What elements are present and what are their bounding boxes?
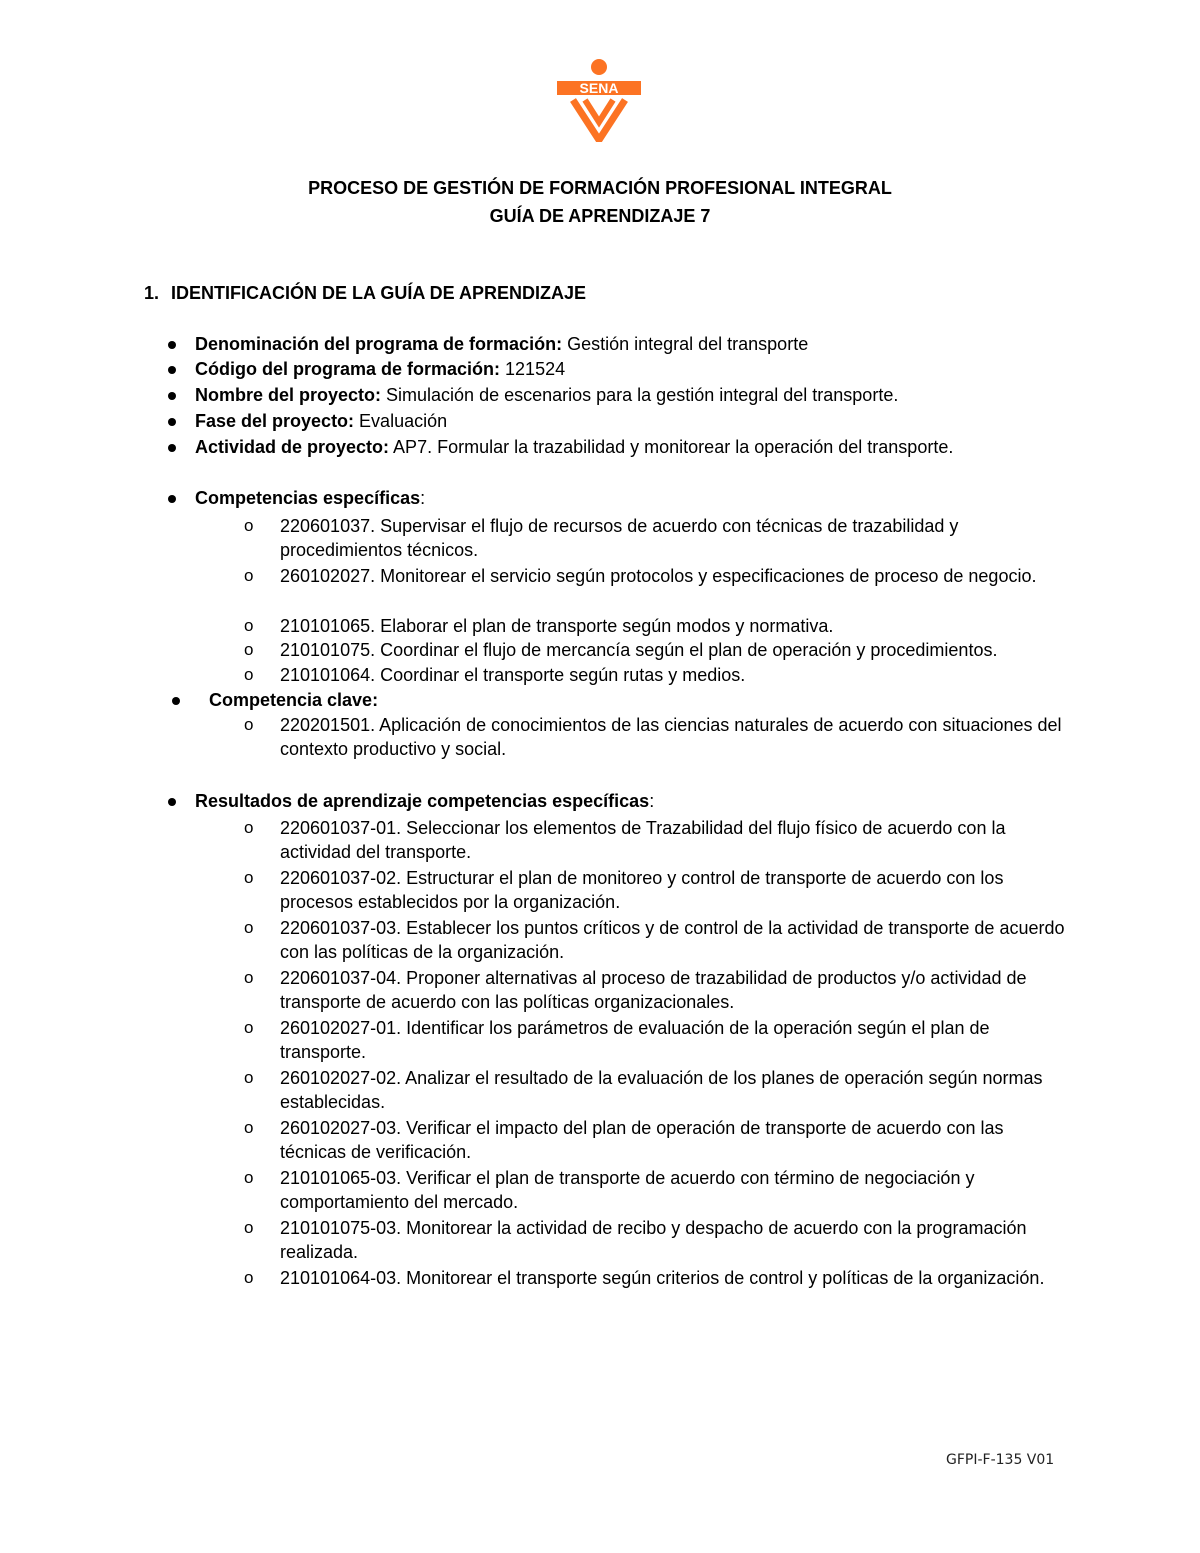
- field-label: Nombre del proyecto:: [195, 385, 382, 405]
- bullet-dot: [168, 392, 176, 400]
- bullet-dot: [168, 341, 176, 349]
- bullet-dot: [168, 366, 176, 374]
- item-text: 220201501. Aplicación de conocimientos de las ciencias naturales de acuerdo con situaciones del contexto productivo y social.: [280, 715, 1062, 759]
- sub-bullet-marker: o: [244, 1218, 254, 1237]
- sub-bullet-marker: o: [244, 566, 254, 585]
- item-text: 210101075-03. Monitorear la actividad de recibo y despacho de acuerdo con la programación realizada.: [280, 1218, 1027, 1262]
- resultado-item: [244, 816, 1070, 864]
- resultado-item: [244, 966, 1070, 1014]
- sub-bullet-marker: o: [244, 1068, 254, 1087]
- resultado-item: [244, 1116, 1070, 1164]
- field-value: Simulación de escenarios para la gestión integral del transporte.: [381, 385, 899, 405]
- competencia-especifica-item: [244, 638, 1070, 662]
- item-text: 210101065. Elaborar el plan de transporte según modos y normativa.: [280, 616, 834, 636]
- competencia-clave-item: [244, 713, 1070, 761]
- sub-bullet-marker: o: [244, 616, 254, 635]
- sub-bullet-marker: o: [244, 1118, 254, 1137]
- section-title: IDENTIFICACIÓN DE LA GUÍA DE APRENDIZAJE: [171, 283, 587, 303]
- heading-label: Resultados de aprendizaje competencias específicas: [195, 791, 650, 811]
- competencia-especifica-item: [244, 614, 1070, 638]
- bullet-dot: [168, 418, 176, 426]
- resultado-item: [244, 1166, 1070, 1214]
- bullet-dot: [172, 697, 180, 705]
- resultado-item: [244, 866, 1070, 914]
- sena-logo-text: SENA: [579, 80, 619, 96]
- title-line-2: GUÍA DE APRENDIZAJE 7: [489, 206, 711, 226]
- field-fase: [195, 409, 447, 433]
- field-actividad: [195, 435, 953, 459]
- sub-bullet-marker: o: [244, 968, 254, 987]
- sub-bullet-marker: o: [244, 918, 254, 937]
- item-text: 210101064-03. Monitorear el transporte según criterios de control y políticas de la organización.: [280, 1268, 1045, 1288]
- bullet-dot: [168, 495, 176, 503]
- resultado-item: [244, 1216, 1070, 1264]
- field-value: Gestión integral del transporte: [562, 334, 809, 354]
- heading-suffix: :: [420, 488, 426, 508]
- competencia-especifica-item: [244, 514, 1070, 562]
- sub-bullet-marker: o: [244, 1018, 254, 1037]
- resultados-heading: [195, 789, 654, 813]
- item-text: 210101075. Coordinar el flujo de mercancía según el plan de operación y procedimientos.: [280, 640, 998, 660]
- item-text: 260102027. Monitorear el servicio según protocolos y especificaciones de proceso de negocio.: [280, 566, 1037, 586]
- competencia-especifica-item: [244, 663, 1070, 687]
- sub-bullet-marker: o: [244, 818, 254, 837]
- field-codigo: [195, 357, 565, 381]
- item-text: 260102027-03. Verificar el impacto del plan de operación de transporte de acuerdo con las técnicas de verificación.: [280, 1118, 1004, 1162]
- sena-logo: [553, 58, 645, 142]
- bullet-dot: [168, 444, 176, 452]
- item-text: 220601037-03. Establecer los puntos críticos y de control de la actividad de transporte de acuerdo con las políticas de la organización.: [280, 918, 1065, 962]
- item-text: 210101064. Coordinar el transporte según rutas y medios.: [280, 665, 746, 685]
- heading-label: Competencia clave:: [209, 690, 379, 710]
- sub-bullet-marker: o: [244, 516, 254, 535]
- item-text: 220601037. Supervisar el flujo de recursos de acuerdo con técnicas de trazabilidad y procedimientos técnicos.: [280, 516, 959, 560]
- field-value: AP7. Formular la trazabilidad y monitorear la operación del transporte.: [389, 437, 954, 457]
- competencias-especificas-heading: [195, 486, 425, 510]
- field-programa: [195, 332, 808, 356]
- item-text: 260102027-01. Identificar los parámetros de evaluación de la operación según el plan de transporte.: [280, 1018, 990, 1062]
- resultado-item: [244, 1066, 1070, 1114]
- field-label: Denominación del programa de formación:: [195, 334, 563, 354]
- sub-bullet-marker: o: [244, 640, 254, 659]
- competencia-clave-heading: [209, 688, 378, 712]
- field-proyecto: [195, 383, 898, 407]
- title-line-1: PROCESO DE GESTIÓN DE FORMACIÓN PROFESIONAL INTEGRAL: [308, 178, 892, 198]
- sub-bullet-marker: o: [244, 715, 254, 734]
- item-text: 210101065-03. Verificar el plan de transporte de acuerdo con término de negociación y comportamiento del mercado.: [280, 1168, 975, 1212]
- heading-suffix: :: [649, 791, 655, 811]
- sub-bullet-marker: o: [244, 665, 254, 684]
- footer-code: GFPI-F-135 V01: [946, 1452, 1055, 1468]
- field-label: Fase del proyecto:: [195, 411, 355, 431]
- item-text: 260102027-02. Analizar el resultado de la evaluación de los planes de operación según normas establecidas.: [280, 1068, 1043, 1112]
- resultado-item: [244, 916, 1070, 964]
- section-number: 1.: [144, 283, 160, 303]
- sub-bullet-marker: o: [244, 1268, 254, 1287]
- resultado-item: [244, 1266, 1070, 1290]
- section-heading: [144, 281, 586, 305]
- field-value: 121524: [500, 359, 566, 379]
- document-title: [0, 174, 1200, 230]
- item-text: 220601037-02. Estructurar el plan de monitoreo y control de transporte de acuerdo con los procesos establecidos por la organización.: [280, 868, 1004, 912]
- item-text: 220601037-04. Proponer alternativas al proceso de trazabilidad de productos y/o actividad de transporte de acuerdo con las políticas organizacionales.: [280, 968, 1027, 1012]
- item-text: 220601037-01. Seleccionar los elementos de Trazabilidad del flujo físico de acuerdo con la actividad del transporte.: [280, 818, 1006, 862]
- resultado-item: [244, 1016, 1070, 1064]
- field-label: Código del programa de formación:: [195, 359, 501, 379]
- field-value: Evaluación: [354, 411, 448, 431]
- field-label: Actividad de proyecto:: [195, 437, 390, 457]
- sub-bullet-marker: o: [244, 868, 254, 887]
- competencia-especifica-item: [244, 564, 1070, 588]
- sub-bullet-marker: o: [244, 1168, 254, 1187]
- bullet-dot: [168, 798, 176, 806]
- heading-label: Competencias específicas: [195, 488, 421, 508]
